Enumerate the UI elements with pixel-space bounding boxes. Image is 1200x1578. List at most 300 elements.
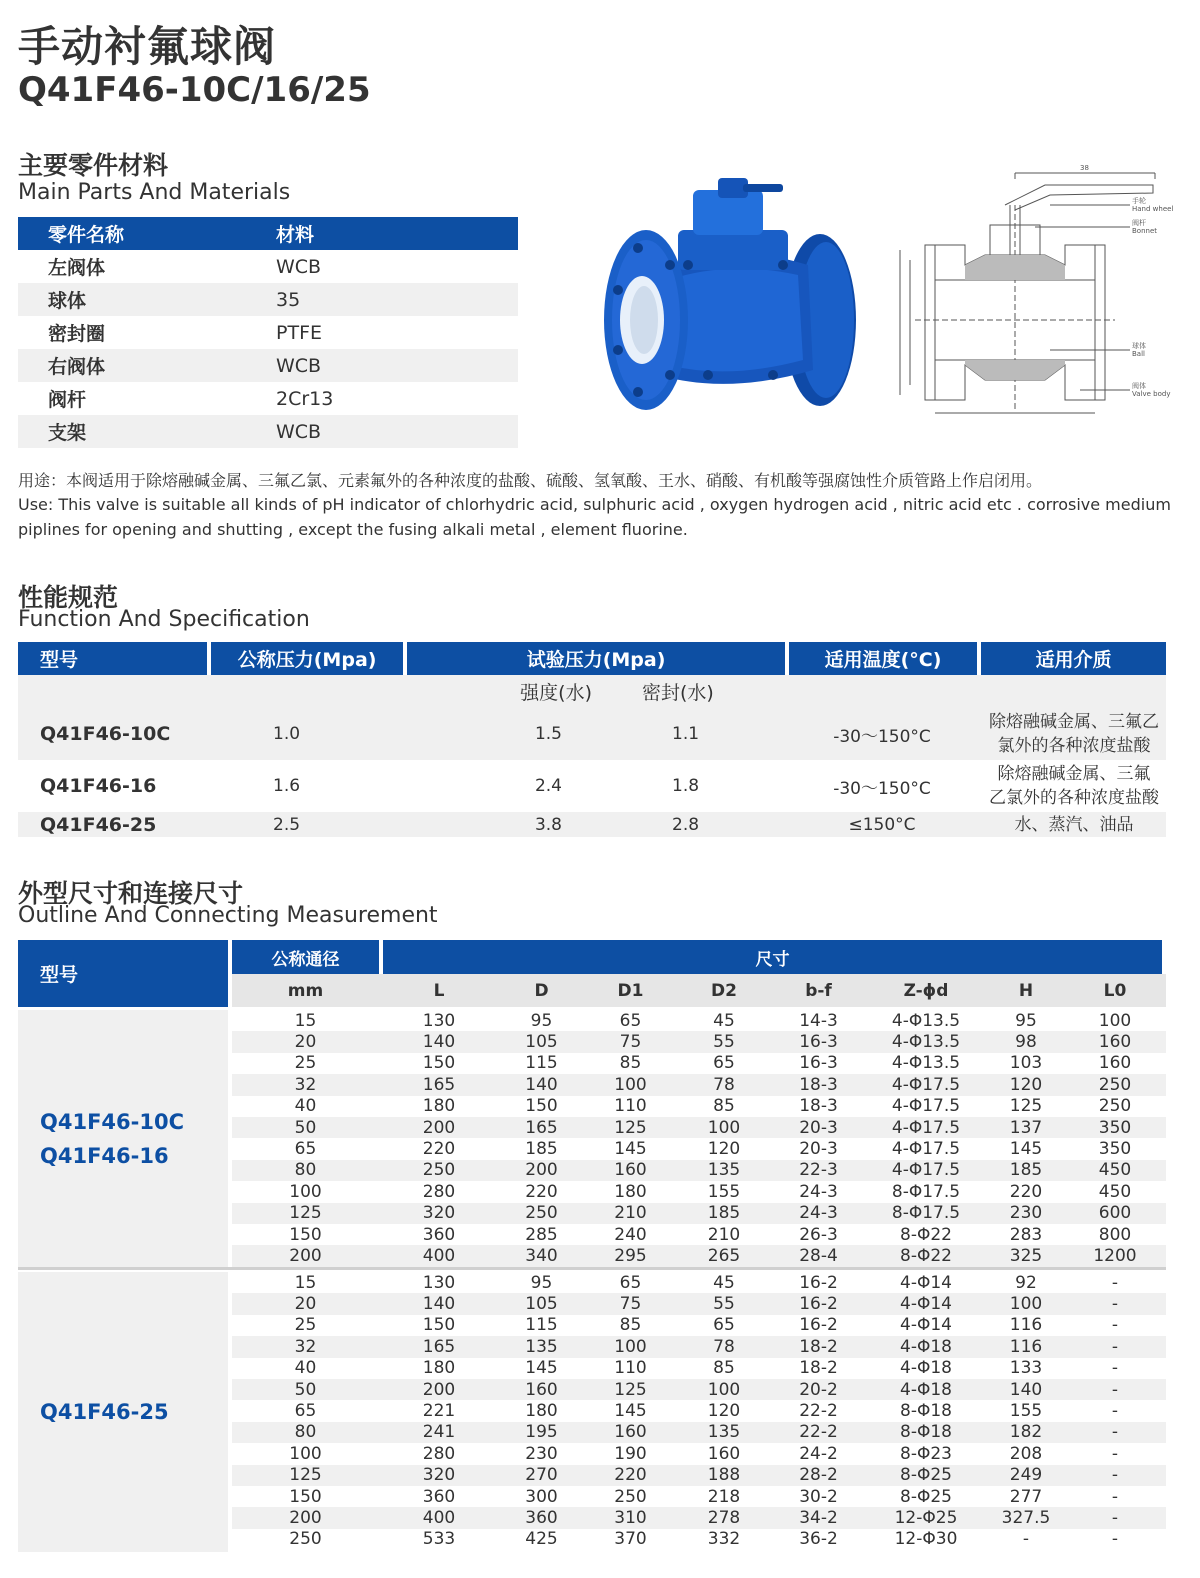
cell-Zd: 12-Φ25 bbox=[894, 1507, 958, 1528]
part-name: 支架 bbox=[48, 422, 87, 444]
cell-L: 400 bbox=[422, 1245, 456, 1266]
cell-dn: 125 bbox=[289, 1465, 322, 1486]
cell-L: 180 bbox=[422, 1358, 456, 1379]
cell-L: 165 bbox=[422, 1336, 456, 1357]
cell-bf: 22-2 bbox=[799, 1422, 838, 1443]
cell-H: 277 bbox=[1009, 1486, 1043, 1507]
part-material: 35 bbox=[276, 288, 301, 311]
cell-bf: 14-3 bbox=[799, 1010, 838, 1031]
cell-L0: - bbox=[1111, 1486, 1119, 1507]
cell-D: 250 bbox=[525, 1203, 558, 1224]
cell-dn: 32 bbox=[294, 1074, 317, 1095]
cell-dn: 40 bbox=[294, 1096, 317, 1117]
table-row bbox=[232, 1465, 1166, 1486]
cell-H: 116 bbox=[1009, 1315, 1043, 1336]
parts-row bbox=[18, 316, 518, 349]
table-row bbox=[232, 1358, 1166, 1379]
cell-H: 140 bbox=[1009, 1379, 1043, 1400]
outline-group-model bbox=[18, 1010, 228, 1267]
table-row bbox=[232, 1010, 1166, 1031]
cell-D2: 78 bbox=[713, 1336, 735, 1357]
cell-dn: 15 bbox=[294, 1272, 317, 1293]
cell-D2: 78 bbox=[713, 1074, 735, 1095]
outline-col-D2: D2 bbox=[711, 980, 737, 1001]
cell-L0: - bbox=[1111, 1315, 1119, 1336]
cell-dn: 80 bbox=[294, 1422, 317, 1443]
spec-nominal: 2.5 bbox=[273, 814, 301, 835]
cell-L: 320 bbox=[422, 1203, 456, 1224]
outline-col-dn: 公称通径 bbox=[232, 940, 379, 974]
spec-strength: 3.8 bbox=[534, 814, 562, 835]
cell-D2: 55 bbox=[713, 1294, 735, 1315]
cell-D2: 265 bbox=[707, 1245, 741, 1266]
cell-Zd: 8-Φ22 bbox=[900, 1245, 952, 1266]
cell-D: 185 bbox=[525, 1139, 558, 1160]
spec-row bbox=[18, 760, 1166, 812]
cell-D: 145 bbox=[525, 1358, 558, 1379]
cell-L: 140 bbox=[422, 1294, 456, 1315]
outline-col-bf: b-f bbox=[805, 980, 832, 1001]
table-row bbox=[232, 1336, 1166, 1357]
cell-dn: 50 bbox=[294, 1117, 317, 1138]
cell-D: 220 bbox=[525, 1181, 558, 1202]
cell-D1: 250 bbox=[614, 1486, 647, 1507]
table-row bbox=[232, 1031, 1166, 1052]
cell-D1: 85 bbox=[619, 1053, 642, 1074]
parts-row bbox=[18, 349, 518, 382]
cell-D1: 220 bbox=[614, 1465, 647, 1486]
spec-title-cn: 性能规范 bbox=[18, 583, 119, 612]
spec-col-medium: 适用介质 bbox=[981, 642, 1166, 675]
cell-dn: 32 bbox=[294, 1336, 317, 1357]
cell-H: 283 bbox=[1009, 1224, 1043, 1245]
cell-H: 155 bbox=[1009, 1401, 1043, 1422]
cell-L: 150 bbox=[422, 1315, 456, 1336]
drawing-label-handwheel-cn: 手轮 bbox=[1132, 197, 1146, 205]
table-row bbox=[232, 1507, 1166, 1528]
cell-L: 320 bbox=[422, 1465, 456, 1486]
parts-title-cn: 主要零件材料 bbox=[18, 151, 169, 180]
outline-col-Zd: Z-ϕd bbox=[903, 980, 949, 1001]
spec-col-test: 试验压力(Mpa) bbox=[407, 642, 784, 675]
outline-group-model bbox=[18, 1272, 228, 1552]
cell-Zd: 4-Φ14 bbox=[900, 1294, 952, 1315]
cell-D2: 160 bbox=[707, 1443, 741, 1464]
table-row bbox=[232, 1117, 1166, 1138]
cell-bf: 22-3 bbox=[799, 1160, 838, 1181]
cell-L: 360 bbox=[422, 1486, 456, 1507]
cell-Zd: 8-Φ25 bbox=[900, 1486, 952, 1507]
cell-dn: 125 bbox=[289, 1203, 322, 1224]
cell-dn: 100 bbox=[289, 1443, 322, 1464]
cell-L: 241 bbox=[422, 1422, 456, 1443]
cell-L0: - bbox=[1111, 1422, 1119, 1443]
cell-dn: 200 bbox=[289, 1507, 322, 1528]
spec-col-strength: 强度(水) bbox=[520, 682, 592, 704]
cell-L: 130 bbox=[422, 1272, 456, 1293]
spec-nominal: 1.0 bbox=[273, 724, 301, 744]
cell-D2: 135 bbox=[707, 1422, 741, 1443]
cell-dn: 250 bbox=[289, 1529, 322, 1550]
cell-Zd: 8-Φ18 bbox=[900, 1422, 952, 1443]
cell-bf: 24-3 bbox=[799, 1181, 838, 1202]
cell-D2: 120 bbox=[707, 1139, 741, 1160]
cell-L: 533 bbox=[422, 1529, 456, 1550]
parts-table-header bbox=[18, 217, 518, 250]
spec-medium bbox=[982, 710, 1166, 758]
cell-Zd: 4-Φ18 bbox=[900, 1336, 952, 1357]
cell-bf: 36-2 bbox=[799, 1529, 838, 1550]
spec-seal: 2.8 bbox=[672, 814, 700, 835]
cell-bf: 24-3 bbox=[799, 1203, 838, 1224]
cell-D: 165 bbox=[525, 1117, 558, 1138]
cell-L0: 250 bbox=[1098, 1096, 1132, 1117]
outline-model-16: Q41F46-16 bbox=[40, 1143, 169, 1168]
spec-strength: 2.4 bbox=[534, 776, 562, 796]
spec-col-nominal: 公称压力(Mpa) bbox=[211, 642, 404, 675]
cell-H: 185 bbox=[1009, 1160, 1043, 1181]
cell-Zd: 4-Φ13.5 bbox=[891, 1032, 961, 1053]
cell-D2: 135 bbox=[707, 1160, 741, 1181]
cell-D2: 210 bbox=[707, 1224, 741, 1245]
cell-L: 400 bbox=[422, 1507, 456, 1528]
outline-title-en: Outline And Connecting Measurement bbox=[18, 903, 438, 928]
cell-D2: 278 bbox=[707, 1507, 741, 1528]
cell-L: 180 bbox=[422, 1096, 456, 1117]
spec-model: Q41F46-16 bbox=[40, 775, 157, 797]
cell-D: 160 bbox=[525, 1379, 558, 1400]
cell-H: 100 bbox=[1009, 1294, 1043, 1315]
table-row bbox=[232, 1315, 1166, 1336]
cell-D: 300 bbox=[525, 1486, 558, 1507]
cell-bf: 18-3 bbox=[799, 1096, 838, 1117]
cell-L0: 160 bbox=[1098, 1032, 1132, 1053]
cell-bf: 16-3 bbox=[799, 1032, 838, 1053]
spec-col-model: 型号 bbox=[18, 642, 207, 675]
cell-D2: 100 bbox=[707, 1379, 741, 1400]
parts-row bbox=[18, 283, 518, 316]
cell-bf: 16-2 bbox=[799, 1272, 838, 1293]
spec-medium bbox=[982, 762, 1166, 810]
cell-Zd: 8-Φ17.5 bbox=[891, 1203, 961, 1224]
cell-D2: 85 bbox=[713, 1358, 735, 1379]
table-row bbox=[232, 1181, 1166, 1202]
spec-col-seal: 密封(水) bbox=[642, 682, 714, 704]
cell-D1: 85 bbox=[619, 1315, 642, 1336]
cell-L0: - bbox=[1111, 1294, 1119, 1315]
drawing-label-body-en: Valve body bbox=[1132, 390, 1171, 398]
cell-D: 340 bbox=[525, 1245, 558, 1266]
outline-table bbox=[18, 940, 1166, 1550]
cell-D: 105 bbox=[525, 1032, 558, 1053]
cell-Zd: 4-Φ17.5 bbox=[891, 1139, 961, 1160]
table-row bbox=[232, 1096, 1166, 1117]
cell-dn: 40 bbox=[294, 1358, 317, 1379]
spec-temp: -30～150°C bbox=[833, 726, 931, 747]
cell-H: 137 bbox=[1009, 1117, 1043, 1138]
cell-L: 165 bbox=[422, 1074, 456, 1095]
cell-L: 150 bbox=[422, 1053, 456, 1074]
parts-row bbox=[18, 415, 518, 448]
cell-Zd: 4-Φ17.5 bbox=[891, 1117, 961, 1138]
cell-L: 360 bbox=[422, 1224, 456, 1245]
cell-D1: 125 bbox=[614, 1379, 647, 1400]
table-row bbox=[232, 1074, 1166, 1095]
cell-D: 95 bbox=[530, 1010, 553, 1031]
parts-table bbox=[18, 217, 518, 448]
cell-L0: - bbox=[1111, 1336, 1119, 1357]
cell-D: 195 bbox=[525, 1422, 558, 1443]
cell-bf: 22-2 bbox=[799, 1401, 838, 1422]
cell-H: - bbox=[1022, 1529, 1030, 1550]
cell-D2: 218 bbox=[707, 1486, 741, 1507]
outline-col-L0: L0 bbox=[1103, 980, 1127, 1001]
cell-D1: 75 bbox=[619, 1294, 642, 1315]
table-row bbox=[232, 1422, 1166, 1443]
cell-Zd: 4-Φ18 bbox=[900, 1358, 952, 1379]
cell-D1: 190 bbox=[614, 1443, 647, 1464]
drawing-label-ball-cn: 球体 bbox=[1132, 342, 1146, 350]
cell-Zd: 4-Φ18 bbox=[900, 1379, 952, 1400]
cell-L: 280 bbox=[422, 1443, 456, 1464]
cell-bf: 28-2 bbox=[799, 1465, 838, 1486]
outline-group-25 bbox=[18, 1272, 1166, 1552]
spec-strength: 1.5 bbox=[534, 724, 562, 744]
outline-col-D: D bbox=[534, 980, 549, 1001]
table-row bbox=[232, 1529, 1166, 1550]
cell-D1: 310 bbox=[614, 1507, 647, 1528]
cell-Zd: 4-Φ13.5 bbox=[891, 1053, 961, 1074]
spec-medium-line: 除熔融碱金属、三氟 bbox=[997, 764, 1151, 784]
cell-bf: 16-2 bbox=[799, 1294, 838, 1315]
cell-H: 120 bbox=[1009, 1074, 1043, 1095]
spec-temp: -30～150°C bbox=[833, 778, 931, 799]
spec-medium-line: 乙氯外的各种浓度盐酸 bbox=[989, 788, 1159, 808]
cell-L0: - bbox=[1111, 1379, 1119, 1400]
cell-dn: 15 bbox=[294, 1010, 317, 1031]
cell-Zd: 4-Φ14 bbox=[900, 1272, 952, 1293]
parts-col-name: 零件名称 bbox=[48, 224, 125, 246]
drawing-label-bonnet-cn: 阀杆 bbox=[1132, 219, 1146, 227]
cell-H: 249 bbox=[1009, 1465, 1043, 1486]
part-material: 2Cr13 bbox=[276, 387, 334, 410]
cell-H: 325 bbox=[1009, 1245, 1043, 1266]
cell-bf: 18-2 bbox=[799, 1358, 838, 1379]
cell-L0: - bbox=[1111, 1465, 1119, 1486]
usage-en: Use: This valve is suitable all kinds of pH indicator of chlorhydric acid, sulphuric acid , oxygen hydrogen acid , nitric acid etc . corrosive medium piplines for opening and shutting , except the fusing alkali metal , element fluorine. bbox=[18, 495, 1171, 539]
part-name: 左阀体 bbox=[48, 257, 106, 279]
cell-D: 135 bbox=[525, 1336, 558, 1357]
cell-H: 116 bbox=[1009, 1336, 1043, 1357]
cell-D2: 45 bbox=[713, 1010, 735, 1031]
page-title: 手动衬氟球阀 bbox=[18, 22, 277, 71]
outline-col-model: 型号 bbox=[18, 940, 228, 1007]
cell-Zd: 8-Φ18 bbox=[900, 1401, 952, 1422]
cell-D: 200 bbox=[525, 1160, 558, 1181]
cell-D1: 370 bbox=[614, 1529, 647, 1550]
cell-bf: 18-3 bbox=[799, 1074, 838, 1095]
cell-H: 103 bbox=[1009, 1053, 1043, 1074]
outline-col-dims: 尺寸 bbox=[383, 940, 1162, 974]
cell-bf: 16-2 bbox=[799, 1315, 838, 1336]
part-material: PTFE bbox=[276, 321, 322, 344]
cell-bf: 16-3 bbox=[799, 1053, 838, 1074]
cell-dn: 150 bbox=[289, 1224, 322, 1245]
cell-D2: 120 bbox=[707, 1401, 741, 1422]
cell-H: 230 bbox=[1009, 1203, 1043, 1224]
table-row bbox=[232, 1293, 1166, 1314]
spec-model: Q41F46-25 bbox=[40, 813, 157, 836]
outline-title-cn: 外型尺寸和连接尺寸 bbox=[18, 879, 244, 908]
spec-row bbox=[18, 708, 1166, 760]
cell-Zd: 4-Φ17.5 bbox=[891, 1096, 961, 1117]
cell-D: 140 bbox=[525, 1074, 558, 1095]
cell-D1: 180 bbox=[614, 1181, 647, 1202]
cell-H: 145 bbox=[1009, 1139, 1043, 1160]
outline-subheader bbox=[232, 974, 1166, 1007]
cell-D1: 160 bbox=[614, 1160, 647, 1181]
part-name: 阀杆 bbox=[48, 389, 87, 411]
spec-row bbox=[18, 812, 1166, 837]
cell-L: 250 bbox=[422, 1160, 456, 1181]
cell-D1: 100 bbox=[614, 1336, 647, 1357]
cell-L: 280 bbox=[422, 1181, 456, 1202]
part-name: 右阀体 bbox=[48, 356, 106, 378]
cell-dn: 20 bbox=[294, 1032, 317, 1053]
cell-Zd: 4-Φ17.5 bbox=[891, 1074, 961, 1095]
cell-D: 360 bbox=[525, 1507, 558, 1528]
spec-seal: 1.1 bbox=[672, 724, 700, 744]
cell-L0: 100 bbox=[1098, 1010, 1132, 1031]
cell-bf: 20-2 bbox=[799, 1379, 838, 1400]
cell-D2: 55 bbox=[713, 1032, 735, 1053]
cell-bf: 34-2 bbox=[799, 1507, 838, 1528]
cell-D1: 210 bbox=[614, 1203, 647, 1224]
cell-H: 220 bbox=[1009, 1181, 1043, 1202]
cell-L: 200 bbox=[422, 1117, 456, 1138]
spec-title-en: Function And Specification bbox=[18, 607, 310, 632]
outline-col-D1: D1 bbox=[617, 980, 644, 1001]
cell-D: 285 bbox=[525, 1224, 558, 1245]
cell-Zd: 12-Φ30 bbox=[894, 1529, 958, 1550]
spec-table bbox=[18, 642, 1166, 837]
cell-D1: 240 bbox=[614, 1224, 647, 1245]
cell-dn: 200 bbox=[289, 1245, 322, 1266]
cell-L0: 450 bbox=[1098, 1160, 1132, 1181]
spec-col-temp: 适用温度(°C) bbox=[789, 642, 978, 675]
cell-D1: 295 bbox=[614, 1245, 647, 1266]
parts-title-en: Main Parts And Materials bbox=[18, 180, 291, 205]
cell-D1: 110 bbox=[614, 1358, 647, 1379]
cell-Zd: 4-Φ17.5 bbox=[891, 1160, 961, 1181]
cell-D: 95 bbox=[530, 1272, 553, 1293]
cell-H: 208 bbox=[1009, 1443, 1043, 1464]
cell-D2: 100 bbox=[707, 1117, 741, 1138]
cell-L0: - bbox=[1111, 1507, 1119, 1528]
page-model: Q41F46-10C/16/25 bbox=[18, 70, 371, 110]
cell-bf: 18-2 bbox=[799, 1336, 838, 1357]
part-material: WCB bbox=[276, 420, 322, 443]
cell-dn: 100 bbox=[289, 1181, 322, 1202]
cell-bf: 28-4 bbox=[799, 1245, 838, 1266]
cell-D2: 65 bbox=[713, 1053, 735, 1074]
drawing-dim-top: 38 bbox=[1080, 165, 1089, 172]
table-row bbox=[232, 1203, 1166, 1224]
cell-D2: 65 bbox=[713, 1315, 735, 1336]
cell-H: 98 bbox=[1015, 1032, 1037, 1053]
drawing-label-body-cn: 阀体 bbox=[1132, 382, 1146, 390]
cell-L0: - bbox=[1111, 1401, 1119, 1422]
cell-D2: 45 bbox=[713, 1272, 735, 1293]
cell-D: 115 bbox=[525, 1315, 558, 1336]
spec-medium bbox=[982, 813, 1166, 837]
table-row bbox=[232, 1160, 1166, 1181]
cell-dn: 20 bbox=[294, 1294, 317, 1315]
cell-D: 425 bbox=[525, 1529, 558, 1550]
drawing-label-handwheel-en: Hand wheel bbox=[1132, 205, 1174, 213]
spec-medium-line: 除熔融碱金属、三氟乙 bbox=[989, 712, 1159, 732]
part-name: 球体 bbox=[48, 290, 87, 312]
cell-bf: 20-3 bbox=[799, 1117, 838, 1138]
spec-seal: 1.8 bbox=[672, 776, 700, 796]
cell-H: 125 bbox=[1009, 1096, 1043, 1117]
parts-row bbox=[18, 250, 518, 283]
outline-col-H: H bbox=[1018, 980, 1034, 1001]
cell-D2: 85 bbox=[713, 1096, 735, 1117]
cell-bf: 20-3 bbox=[799, 1139, 838, 1160]
table-row bbox=[232, 1400, 1166, 1421]
cell-D1: 145 bbox=[614, 1139, 647, 1160]
cell-L0: - bbox=[1111, 1272, 1119, 1293]
outline-group-divider bbox=[18, 1267, 1166, 1270]
cell-Zd: 4-Φ14 bbox=[900, 1315, 952, 1336]
cell-D: 230 bbox=[525, 1443, 558, 1464]
table-row bbox=[232, 1224, 1166, 1245]
cell-L0: - bbox=[1111, 1358, 1119, 1379]
cell-L0: 160 bbox=[1098, 1053, 1132, 1074]
cell-L0: 800 bbox=[1098, 1224, 1132, 1245]
cell-Zd: 4-Φ13.5 bbox=[891, 1010, 961, 1031]
cell-bf: 24-2 bbox=[799, 1443, 838, 1464]
cell-Zd: 8-Φ25 bbox=[900, 1465, 952, 1486]
cell-L0: 450 bbox=[1098, 1181, 1132, 1202]
cell-D: 150 bbox=[525, 1096, 558, 1117]
drawing-label-bonnet-en: Bonnet bbox=[1132, 227, 1158, 235]
cell-D1: 160 bbox=[614, 1422, 647, 1443]
table-row bbox=[232, 1379, 1166, 1400]
cell-dn: 80 bbox=[294, 1160, 317, 1181]
cell-D1: 65 bbox=[619, 1010, 642, 1031]
cell-dn: 65 bbox=[294, 1401, 317, 1422]
spec-model: Q41F46-10C bbox=[40, 723, 171, 745]
cell-H: 182 bbox=[1009, 1422, 1043, 1443]
outline-model-25: Q41F46-25 bbox=[40, 1400, 169, 1424]
table-row bbox=[232, 1053, 1166, 1074]
part-material: WCB bbox=[276, 354, 322, 377]
cell-L: 220 bbox=[422, 1139, 456, 1160]
cell-L0: 350 bbox=[1098, 1117, 1132, 1138]
cell-D: 105 bbox=[525, 1294, 558, 1315]
table-row bbox=[232, 1272, 1166, 1293]
cell-bf: 26-3 bbox=[799, 1224, 838, 1245]
cell-L0: - bbox=[1111, 1529, 1119, 1550]
spec-temp: ≤150°C bbox=[848, 814, 916, 835]
cell-L0: - bbox=[1111, 1443, 1119, 1464]
cell-D1: 125 bbox=[614, 1117, 647, 1138]
cell-L: 140 bbox=[422, 1032, 456, 1053]
cell-H: 95 bbox=[1015, 1010, 1037, 1031]
part-name: 密封圈 bbox=[48, 323, 106, 345]
